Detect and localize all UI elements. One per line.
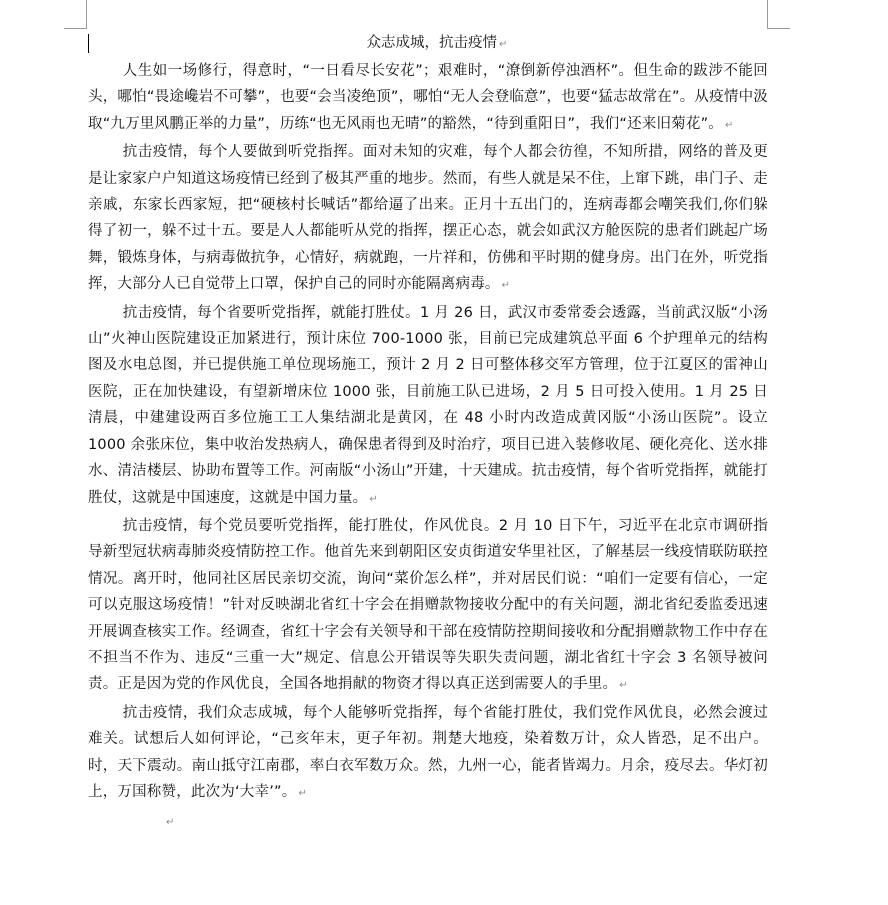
top-right-margin-mark — [767, 0, 790, 29]
paragraph-mark-icon: ↵ — [501, 280, 511, 292]
paragraph-mark-icon: ↵ — [369, 493, 378, 505]
paragraph[interactable] — [88, 139, 768, 299]
top-left-margin-mark — [64, 0, 87, 29]
paragraph[interactable] — [88, 300, 768, 513]
paragraph[interactable] — [88, 700, 768, 808]
paragraph-text: 抗击疫情，每个党员要听党指挥，能打胜仗，作风优良。2 月 10 日下午，习近平在北京市调研指导新型冠状病毒肺炎疫情防控工作。他首先来到朝阳区安贞街道安华里社区，了解基层一线疫情联防联控情况。离开时，他同社区居民亲切交流，询问“菜价怎么样”，并对居民们说：“咱们一定要有信心，一定可以克服这场疫情！”针对反映湖北省红十字会在捐赠款物接收分配中的有关问题，湖北省纪委监委迅速开展调查核实工作。经调查，省红十字会有关领导和干部在疫情防控期间接收和分配捐赠款物工作中存在不担当不作为、违反“三重一大”规定、信息公开错误等失职失责问题，湖北省红十字会 3 名领导被问责。正是因为党的作风优良，全国各地捐献的物资才得以真正送到需要人的手里。 — [88, 517, 768, 693]
paragraph-mark-icon: ↵ — [298, 787, 308, 799]
title-text: 众志成城，抗击疫情 — [366, 35, 498, 51]
paragraph-mark-icon: ↵ — [166, 817, 175, 829]
paragraph-text: 抗击疫情，每个省要听党指挥，就能打胜仗。1 月 26 日，武汉市委常委会透露，当前武汉版“小汤山”火神山医院建设正加紧进行，预计床位 700-1000 张，目前已完成建筑总平面 6 个护理单元的结构图及水电总图，并已提供施工单位现场施工，预计 2 月 2 日可整体移交军方管理，位于江夏区的雷神山医院，正在加快建设，有望新增床位 1000 张，目前施工队已进场，2 月 5 日可投入使用。1 月 25 日清晨，中建建设两百多位施工工人集结湖北是黄冈，在 48 小时内改造成黄冈版“小汤山医院”。设立 1000 余张床位，集中收治发热病人，确保患者得到及时治疗，项目已进入装修收尾、硬化亮化、送水排水、清洁楼层、协助布置等工作。河南版“小汤山”开建，十天建成。抗击疫情，每个省听党指挥，就能打胜仗，这就是中国速度，这就是中国力量。 — [88, 304, 768, 506]
document-title[interactable] — [88, 30, 768, 58]
paragraph-text: 人生如一场修行，得意时，“一日看尽长安花”；艰难时，“潦倒新停浊酒杯”。但生命的跋涉不能回头，哪怕“畏途巉岩不可攀”，也要“会当凌绝顶”，哪怕“无人会登临意”，也要“猛志故常在”。从疫情中汲取“九万里风鹏正举的力量”，历练“也无风雨也无晴”的豁然，“待到重阳日”，我们“还来旧菊花”。 — [88, 63, 768, 132]
document-body[interactable] — [88, 30, 768, 833]
paragraph[interactable] — [88, 58, 768, 139]
paragraph-mark-icon: ↵ — [725, 119, 734, 131]
paragraph-text: 抗击疫情，每个人要做到听党指挥。面对未知的灾难，每个人都会彷徨，不知所措，网络的普及更是让家家户户知道这场疫情已经到了极其严重的地步。然而，有些人就是呆不住，上窜下跳，串门子、走亲戚，东家长西家短，把“硬核村长喊话”都给逼了出来。正月十五出门的，连病毒都会嘲笑我们,你们躲得了初一，躲不过十五。要是人人都能听从党的指挥，摆正心态，就会如武汉方舱医院的患者们跳起广场舞，锻炼身体，与病毒做抗争，心情好，病就跑，一片祥和，仿佛和平时期的健身房。出门在外，听党指挥，大部分人已自觉带上口罩，保护自己的同时亦能隔离病毒。 — [88, 144, 768, 293]
empty-paragraph[interactable] — [88, 807, 768, 833]
paragraph-text: 抗击疫情，我们众志成城，每个人能够听党指挥，每个省能打胜仗，我们党作风优良，必然会渡过难关。试想后人如何评论，“己亥年末，更子年初。荆楚大地疫，染着数万计，众人皆恐，足不出户。时，天下震动。南山抵守江南郡，率白衣军数万众。然，九州一心，能者皆竭力。月余，疫尽去。华灯初上，万国称赞，此次为‘大幸’”。 — [88, 704, 768, 800]
paragraph-mark-icon: ↵ — [499, 39, 508, 50]
paragraph[interactable] — [88, 513, 768, 700]
paragraph-mark-icon: ↵ — [619, 680, 628, 692]
